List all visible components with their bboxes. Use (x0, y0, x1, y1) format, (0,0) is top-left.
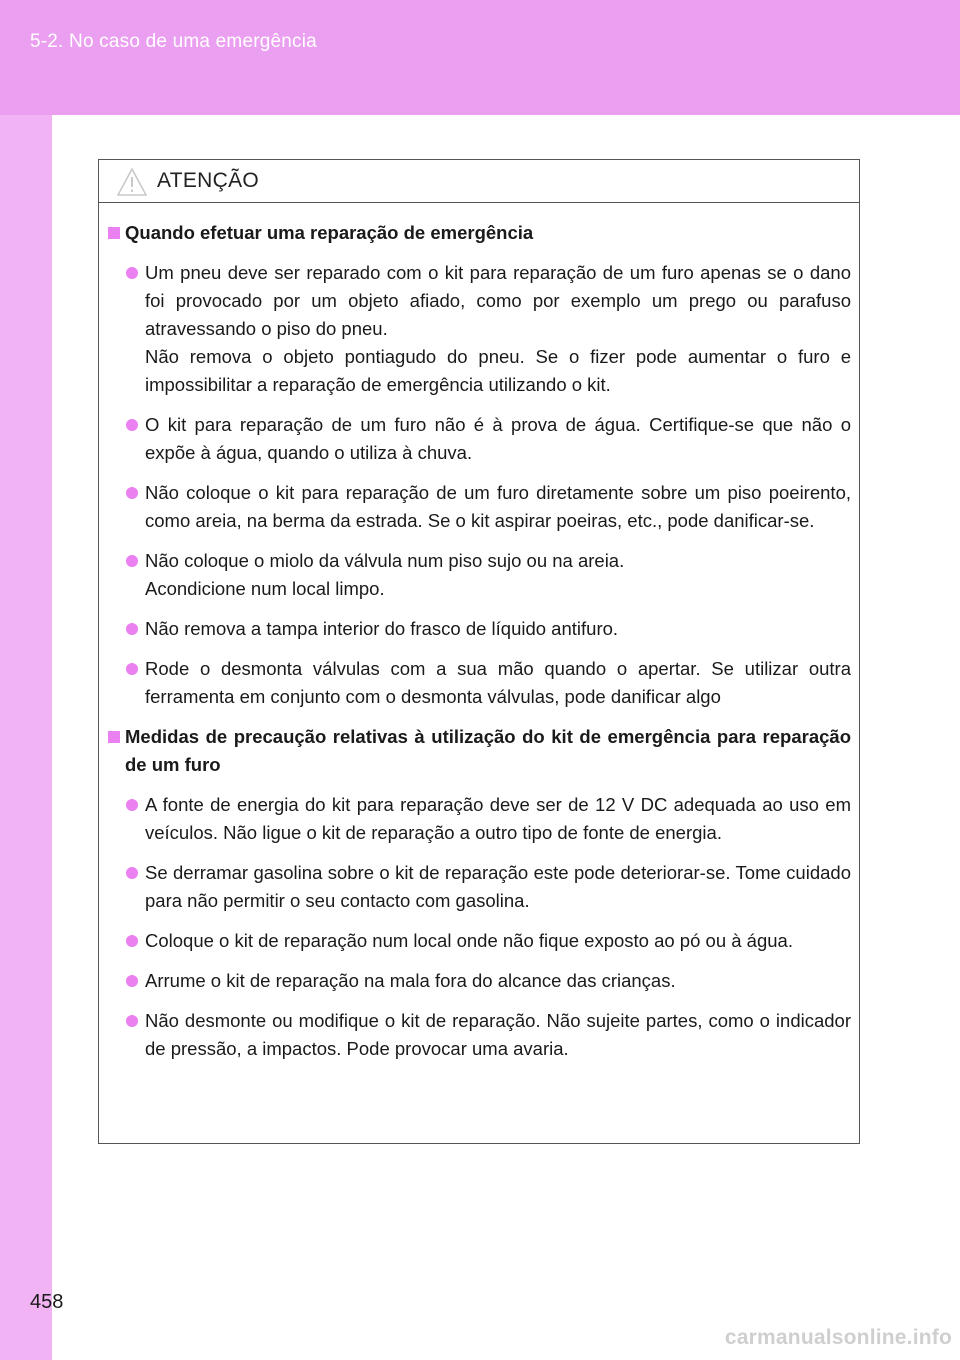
bullet-item (108, 259, 851, 399)
bullet-paragraph: Não remova o objeto pontiagudo do pneu. Se o fizer pode aumentar o furo e impossibilitar a reparação de emergência utilizando o kit. (145, 346, 851, 395)
page-header (0, 0, 960, 115)
bullet-paragraph: Coloque o kit de reparação num local onde não fique exposto ao pó ou à água. (145, 930, 793, 951)
round-bullet-icon (126, 867, 138, 879)
bullet-item (108, 479, 851, 535)
bullet-item (108, 927, 851, 955)
square-bullet-icon (108, 731, 120, 743)
bullet-item (108, 615, 851, 643)
bullet-text (145, 655, 851, 711)
round-bullet-icon (126, 419, 138, 431)
bullet-item (108, 967, 851, 995)
bullet-paragraph: Não desmonte ou modifique o kit de reparação. Não sujeite partes, como o indicador de pressão, a impactos. Pode provocar uma avaria. (145, 1010, 851, 1059)
watermark: carmanualsonline.info (724, 1326, 952, 1349)
bullet-paragraph: Não remova a tampa interior do frasco de líquido antifuro. (145, 618, 619, 639)
warning-body (99, 203, 859, 1063)
bullet-paragraph: A fonte de energia do kit para reparação deve ser de 12 V DC adequada ao uso em veículos. Não ligue o kit de reparação a outro tipo de fonte de energia. (145, 794, 851, 843)
bullet-paragraph: O kit para reparação de um furo não é à prova de água. Certifique-se que não o expõe à água, quando o utiliza à chuva. (145, 414, 851, 463)
bullet-item (108, 791, 851, 847)
bullet-paragraph: Um pneu deve ser reparado com o kit para reparação de um furo apenas se o dano foi provocado por um objeto afiado, como por exemplo um prego ou parafuso atravessando o piso do pneu. (145, 262, 851, 339)
bullet-paragraph: Se derramar gasolina sobre o kit de reparação este pode deteriorar-se. Tome cuidado para não permitir o seu contacto com gasolina. (145, 862, 851, 911)
bullet-item (108, 547, 851, 603)
bullet-item (108, 1007, 851, 1063)
page-number: 458 (30, 1291, 64, 1313)
bullet-item (108, 411, 851, 467)
side-strip (0, 115, 52, 1360)
bullet-text (145, 259, 851, 399)
warning-box (98, 159, 860, 1144)
section-heading-text: Medidas de precaução relativas à utilização do kit de emergência para reparação de um furo (125, 726, 851, 775)
section-heading-text: Quando efetuar uma reparação de emergência (125, 222, 534, 243)
bullet-text (145, 479, 851, 535)
warning-header (99, 160, 859, 203)
round-bullet-icon (126, 799, 138, 811)
warning-title: ATENÇÃO (157, 169, 260, 192)
bullet-text (145, 615, 851, 643)
bullet-text (145, 859, 851, 915)
section-heading (108, 723, 851, 779)
section-title: 5-2. No caso de uma emergência (30, 31, 317, 52)
warning-triangle-icon (116, 167, 148, 197)
bullet-item (108, 859, 851, 915)
bullet-text (145, 1007, 851, 1063)
square-bullet-icon (108, 227, 120, 239)
bullet-paragraph: Não coloque o kit para reparação de um furo diretamente sobre um piso poeirento, como areia, na berma da estrada. Se o kit aspirar poeiras, etc., pode danificar-se. (145, 482, 851, 531)
bullet-paragraph: Rode o desmonta válvulas com a sua mão quando o apertar. Se utilizar outra ferramenta em conjunto com o desmonta válvulas, pode danificar algo (145, 658, 851, 707)
bullet-text (145, 411, 851, 467)
round-bullet-icon (126, 975, 138, 987)
bullet-text (145, 927, 851, 955)
round-bullet-icon (126, 935, 138, 947)
bullet-item (108, 655, 851, 711)
bullet-paragraph: Acondicione num local limpo. (145, 578, 385, 599)
round-bullet-icon (126, 623, 138, 635)
round-bullet-icon (126, 663, 138, 675)
round-bullet-icon (126, 487, 138, 499)
round-bullet-icon (126, 555, 138, 567)
bullet-paragraph: Arrume o kit de reparação na mala fora do alcance das crianças. (145, 970, 676, 991)
round-bullet-icon (126, 1015, 138, 1027)
bullet-text (145, 791, 851, 847)
section-heading (108, 219, 851, 247)
bullet-text (145, 967, 851, 995)
bullet-paragraph: Não coloque o miolo da válvula num piso sujo ou na areia. (145, 550, 625, 571)
bullet-text (145, 547, 851, 603)
round-bullet-icon (126, 267, 138, 279)
